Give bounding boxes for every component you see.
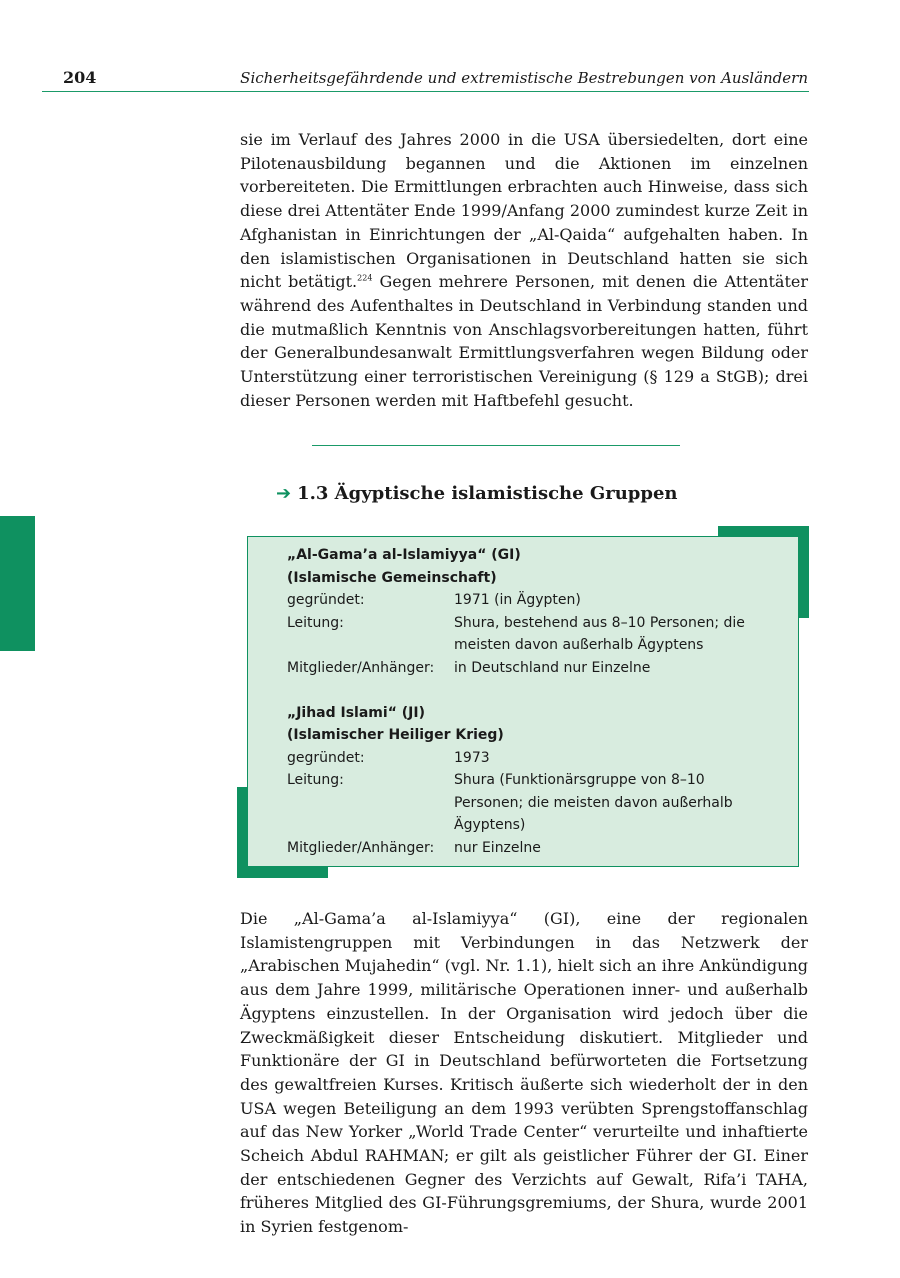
arrow-right-icon: ➔: [276, 483, 292, 504]
leadership-label: Leitung:: [287, 772, 344, 788]
page-number: 204: [63, 68, 97, 87]
founded-row: [287, 589, 798, 612]
paragraph-1-text-b: Gegen mehrere Personen, mit denen die Attentäter während des Aufenthaltes in Deutschland in Verbindung standen und die mutmaßlich Kenntnis von Anschlagsvorbereitungen hatten, führt der Generalbundesanwalt Ermittlungsverfahren wegen Bildung oder Unterstützung einer terroristischen Vereinigung (§ 129 a StGB); drei dieser Personen werden mit Haftbefehl gesucht.: [240, 272, 809, 410]
org-subtitle: (Islamischer Heiliger Krieg): [287, 727, 504, 743]
leadership-value: Shura, bestehend aus 8–10 Personen; die meisten davon außerhalb Ägyptens: [454, 614, 745, 653]
paragraph-1-text-a: sie im Verlauf des Jahres 2000 in die USA übersiedelten, dort eine Pilotenausbildung begannen und die Aktionen im einzelnen vorbereiteten. Die Ermittlungen erbrachten auch Hinweise, dass sich diese drei Attentäter Ende 1999/Anfang 2000 zumindest kurze Zeit in Afghanistan in Einrichtungen der „Al-Qaida“ aufgehalten haben. In den islamistischen Organisationen in Deutschland hatten sie sich nicht betätigt.: [240, 130, 808, 292]
organization-infobox: [247, 536, 799, 867]
leadership-value: Shura (Funktionärsgruppe von 8–10 Personen; die meisten davon außerhalb Ägyptens): [454, 772, 733, 833]
org-name: „Jihad Islami“ (JI): [287, 704, 425, 721]
org-name: „Al-Gama’a al-Islamiyya“ (GI): [287, 547, 521, 563]
founded-label: gegründet:: [287, 592, 365, 608]
members-label: Mitglieder/Anhänger:: [287, 839, 435, 856]
section-divider: [312, 445, 680, 446]
members-value: in Deutschland nur Einzelne: [454, 659, 651, 676]
founded-value: 1973: [454, 749, 490, 766]
founded-row: [287, 747, 798, 770]
body-paragraph-1: [240, 128, 808, 412]
org-subtitle: (Islamische Gemeinschaft): [287, 569, 497, 586]
members-value: nur Einzelne: [454, 839, 541, 856]
founded-label: gegründet:: [287, 749, 365, 766]
section-heading: [276, 482, 678, 506]
org-block-ji: [287, 702, 798, 860]
leadership-row: [287, 612, 798, 657]
members-label: Mitglieder/Anhänger:: [287, 659, 435, 676]
body-paragraph-2: Die „Al-Gama’a al-Islamiyya“ (GI), eine der regionalen Islamistengruppen mit Verbindungen in das Netzwerk der „Arabischen Mujahedin“ (vgl. Nr. 1.1), hielt sich an ihre Ankündigung aus dem Jahre 1999, militärische Operationen inner- und außerhalb Ägyptens einzustellen. In der Organisation wird jedoch über die Zweckmäßigkeit dieser Entscheidung diskutiert. Mitglieder und Funktionäre der GI in Deutschland befürworteten die Fortsetzung des gewaltfreien Kurses. Kritisch äußerte sich wiederholt der in den USA wegen Beteiligung an dem 1993 verübten Sprengstoffanschlag auf das New Yorker „World Trade Center“ verurteilte und inhaftierte Scheich Abdul RAHMAN; er gilt als geistlicher Führer der GI. Einer der entschiedenen Gegner des Verzichts auf Gewalt, Rifa’i TAHA, früheres Mitglied des GI-Führungsgremiums, der Shura, wurde 2001 in Syrien festgenom-: [240, 909, 808, 1237]
footnote-reference[interactable]: 224: [357, 273, 373, 283]
founded-value: 1971 (in Ägypten): [454, 592, 581, 608]
leadership-label: Leitung:: [287, 614, 344, 631]
org-block-gi: [287, 544, 798, 679]
section-heading-text: 1.3 Ägyptische islamistische Gruppen: [297, 483, 678, 504]
members-row: [287, 657, 798, 680]
members-row: [287, 837, 798, 860]
header-rule: [42, 91, 809, 92]
running-head: Sicherheitsgefährdende und extremistische Bestrebungen von Ausländern: [240, 69, 808, 87]
chapter-side-tab: [0, 516, 35, 651]
leadership-row: [287, 769, 798, 837]
